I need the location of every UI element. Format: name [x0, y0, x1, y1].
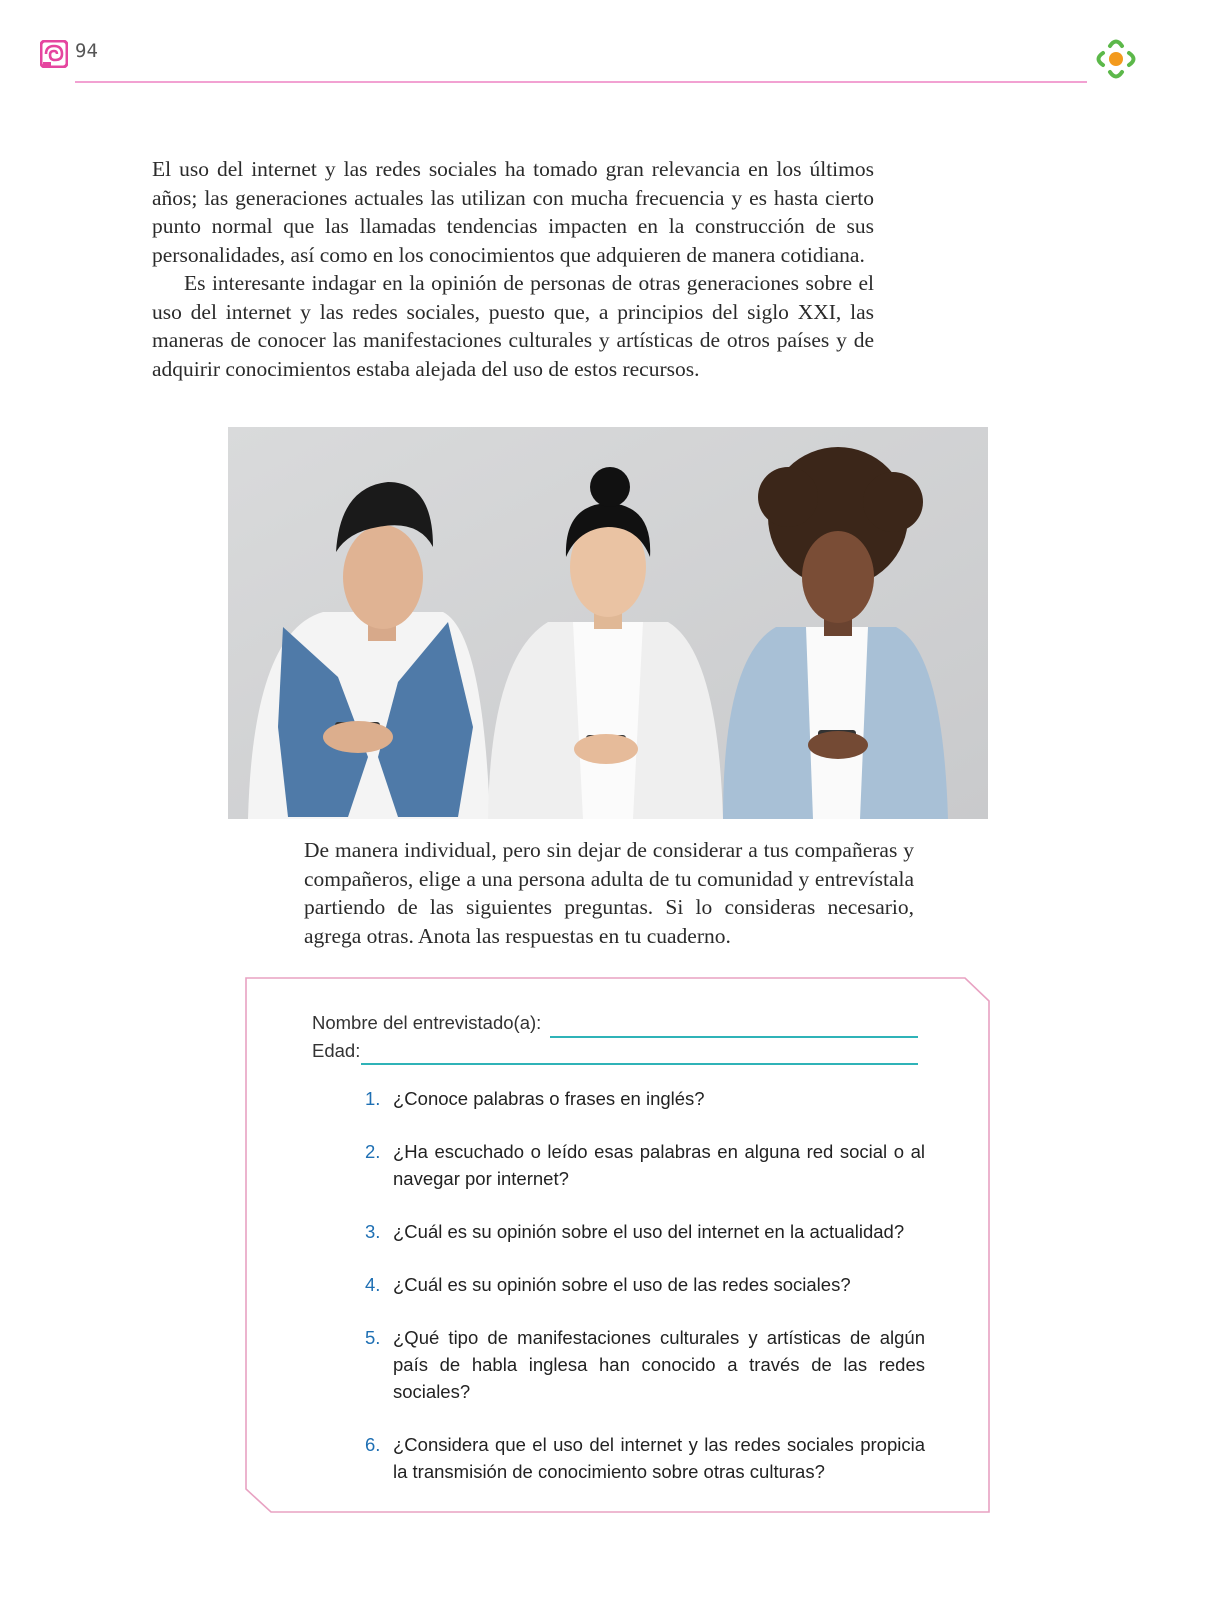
question-number: 2. — [365, 1141, 381, 1162]
question-number: 1. — [365, 1088, 381, 1109]
question-number: 5. — [365, 1327, 381, 1348]
question-text: ¿Ha escuchado o leído esas palabras en alguna red social o al navegar por internet? — [393, 1141, 925, 1189]
question-text: ¿Qué tipo de manifestaciones culturales y artísticas de algún país de habla inglesa han conocido a través de las redes sociales? — [393, 1327, 925, 1402]
question-number: 3. — [365, 1221, 381, 1242]
teens-with-phones-photo — [228, 427, 988, 819]
intro-paragraph-1: El uso del internet y las redes sociales ha tomado gran relevancia en los últimos años; las generaciones actuales las utilizan con mucha frecuencia y es hasta cierto punto normal que las llamadas tendencias impacten en la construcción de sus personalidades, así como en los conocimientos que adquieren de manera cotidiana. — [152, 157, 874, 267]
question-item — [365, 1271, 925, 1298]
question-item — [365, 1138, 925, 1192]
intro-text — [152, 155, 874, 383]
flower-logo-icon — [1090, 33, 1142, 85]
age-input-line[interactable] — [361, 1063, 918, 1065]
question-item — [365, 1431, 925, 1485]
question-number: 6. — [365, 1434, 381, 1455]
question-item — [365, 1085, 925, 1112]
instructions-text: De manera individual, pero sin dejar de considerar a tus compañeras y compañeros, elige a una persona adulta de tu comunidad y entrevístala partiendo de las siguientes preguntas. Si lo consideras necesario, agrega otras. Anota las respuestas en tu cuaderno. — [304, 838, 914, 948]
name-label: Nombre del entrevistado(a): — [312, 1012, 542, 1033]
question-text: ¿Conoce palabras o frases en inglés? — [393, 1088, 705, 1109]
age-field-row — [312, 1040, 360, 1062]
name-input-line[interactable] — [550, 1036, 918, 1038]
question-number: 4. — [365, 1274, 381, 1295]
question-item — [365, 1218, 925, 1245]
name-field-row — [312, 1012, 541, 1034]
question-item — [365, 1324, 925, 1405]
page-number: 94 — [75, 40, 98, 62]
header-rule — [75, 81, 1087, 83]
question-text: ¿Considera que el uso del internet y las redes sociales propicia la transmisión de conocimiento sobre otras culturas? — [393, 1434, 925, 1482]
intro-paragraph-2: Es interesante indagar en la opinión de personas de otras generaciones sobre el uso del internet y las redes sociales, puesto que, a principios del siglo XXI, las maneras de conocer las manifestaciones culturales y artísticas de otros países y de adquirir conocimientos estaba alejada del uso de estos recursos. — [152, 271, 874, 381]
question-text: ¿Cuál es su opinión sobre el uso del internet en la actualidad? — [393, 1221, 905, 1242]
question-list — [365, 1085, 925, 1511]
spiral-glyph-icon — [40, 40, 68, 68]
question-text: ¿Cuál es su opinión sobre el uso de las redes sociales? — [393, 1274, 851, 1295]
age-label: Edad: — [312, 1040, 361, 1061]
